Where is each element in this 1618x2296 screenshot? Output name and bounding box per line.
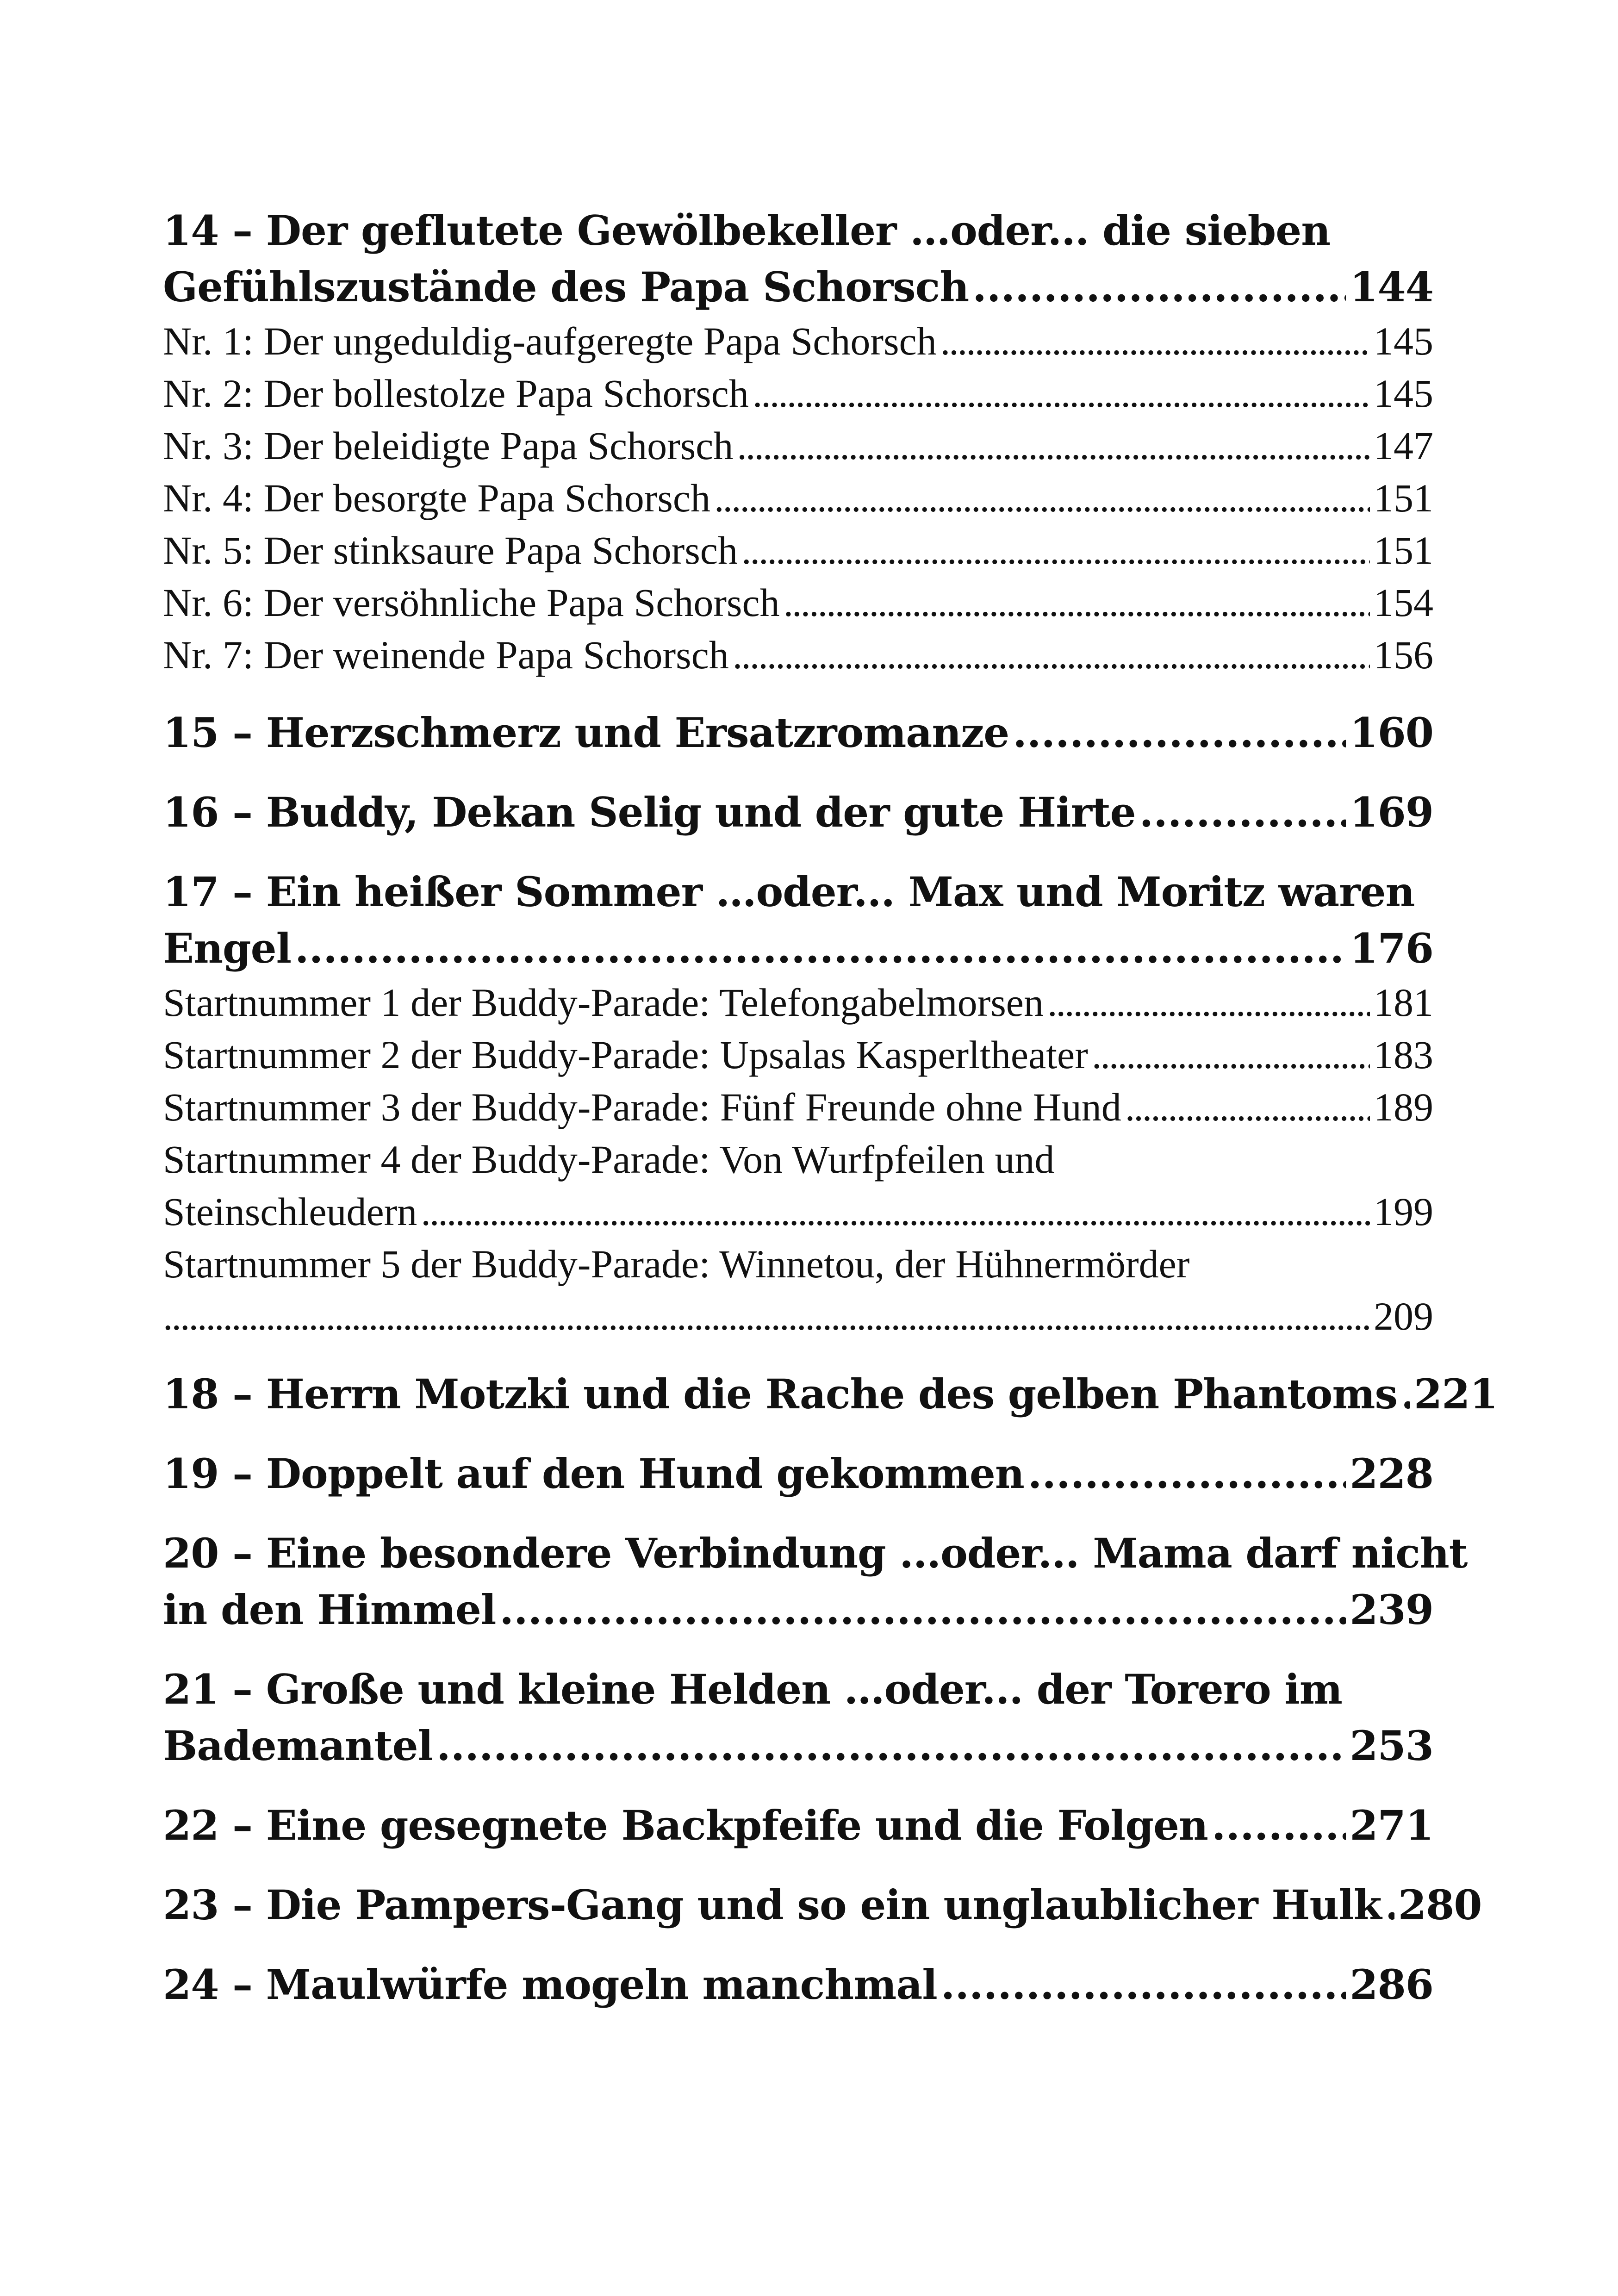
toc-entry-leader-line (163, 420, 1433, 472)
toc-entry-leader-line (163, 1290, 1433, 1343)
toc-entry-title: Gefühlszustände des Papa Schorsch (163, 263, 969, 311)
toc-page-number: 199 (1374, 1189, 1433, 1234)
toc-page-number: 145 (1374, 319, 1433, 363)
toc-entry-title: 16 – Buddy, Dekan Selig und der gute Hirte (163, 788, 1136, 836)
toc-chapter-entry[interactable] (163, 1445, 1433, 1502)
toc-page-number: 156 (1374, 633, 1433, 677)
toc-page-number: 147 (1374, 423, 1433, 468)
toc-entry-title: Nr. 5: Der stinksaure Papa Schorsch (163, 528, 738, 572)
toc-page-number: 183 (1374, 1033, 1433, 1077)
toc-entry-leader-line (163, 524, 1433, 577)
toc-entry-title: 15 – Herzschmerz und Ersatzromanze (163, 709, 1009, 757)
toc-entry-title: 19 – Doppelt auf den Hund gekommen (163, 1450, 1024, 1498)
toc-page-number: 228 (1350, 1450, 1433, 1498)
toc-entry-title: Nr. 1: Der ungeduldig-aufgeregte Papa Schorsch (163, 319, 937, 363)
toc-sub-entry[interactable] (163, 629, 1433, 681)
toc-entry-title: Nr. 6: Der versöhnliche Papa Schorsch (163, 580, 780, 625)
dot-leader (972, 259, 1346, 315)
toc-entry-leader-line (163, 1186, 1433, 1238)
toc-entry-title-line: 20 – Eine besondere Verbindung ...oder... Mama darf nicht (163, 1529, 1468, 1577)
toc-entry-leader-line (163, 1717, 1433, 1774)
toc-chapter-entry[interactable] (163, 1797, 1433, 1854)
toc-entry-leader-line (163, 977, 1433, 1029)
toc-chapter-entry[interactable] (163, 1956, 1433, 2013)
toc-entry-title: Nr. 2: Der bollestolze Papa Schorsch (163, 371, 749, 416)
toc-chapter-entry[interactable] (163, 704, 1433, 761)
toc-page-number: 160 (1350, 709, 1433, 757)
dot-leader (1401, 1366, 1410, 1422)
dot-leader (1013, 704, 1346, 761)
toc-sub-entry[interactable] (163, 1081, 1433, 1133)
toc-chapter-entry[interactable] (163, 784, 1433, 840)
toc-page-number: 151 (1374, 476, 1433, 520)
toc-page-number: 209 (1374, 1294, 1433, 1338)
toc-entry-title: Startnummer 3 der Buddy-Parade: Fünf Freunde ohne Hund (163, 1085, 1121, 1129)
toc-entry-leader-line (163, 577, 1433, 629)
toc-entry-title: Startnummer 2 der Buddy-Parade: Upsalas Kasperltheater (163, 1033, 1088, 1077)
toc-entry-leader-line (163, 704, 1433, 761)
toc-entry-title-line: Startnummer 5 der Buddy-Parade: Winnetou, der Hühnermörder (163, 1242, 1190, 1286)
toc-entry-leader-line (163, 259, 1433, 315)
toc-sub-entry[interactable] (163, 472, 1433, 524)
toc-entry-title: Nr. 7: Der weinende Papa Schorsch (163, 633, 729, 677)
toc-entry-leader-line (163, 1029, 1433, 1081)
toc-entry-leader-line (163, 1877, 1482, 1933)
toc-page-number: 239 (1350, 1586, 1433, 1634)
dot-leader (163, 1290, 1370, 1343)
toc-entry-title: 24 – Maulwürfe mogeln manchmal (163, 1960, 937, 2009)
dot-leader (733, 629, 1370, 681)
dot-leader (295, 920, 1346, 977)
toc-entry-leader-line (163, 920, 1433, 977)
toc-page-number: 271 (1350, 1801, 1433, 1849)
toc-entry-title: Startnummer 1 der Buddy-Parade: Telefongabelmorsen (163, 980, 1044, 1025)
toc-sub-entry[interactable] (163, 1029, 1433, 1081)
dot-leader (1047, 977, 1370, 1029)
toc-entry-title: Nr. 3: Der beleidigte Papa Schorsch (163, 423, 734, 468)
toc-entry-leader-line (163, 315, 1433, 367)
toc-sub-entry[interactable] (163, 577, 1433, 629)
table-of-contents (163, 202, 1498, 2013)
toc-entry-leader-line (163, 1081, 1433, 1133)
dot-leader (1139, 784, 1346, 840)
toc-entry-title: 18 – Herrn Motzki und die Rache des gelben Phantoms (163, 1370, 1397, 1418)
toc-chapter-entry[interactable] (163, 1525, 1468, 1638)
toc-sub-entry[interactable] (163, 1133, 1433, 1238)
toc-sub-entry[interactable] (163, 524, 1433, 577)
toc-sub-entry[interactable] (163, 367, 1433, 420)
toc-sub-entry[interactable] (163, 977, 1433, 1029)
toc-entry-title-line: 17 – Ein heißer Sommer …oder... Max und Moritz waren (163, 868, 1415, 916)
dot-leader (753, 367, 1370, 420)
toc-entry-title: Bademantel (163, 1722, 433, 1770)
toc-page-number: 253 (1350, 1722, 1433, 1770)
toc-entry-title: 22 – Eine gesegnete Backpfeife und die Folgen (163, 1801, 1208, 1849)
toc-entry-leader-line (163, 1445, 1433, 1502)
dot-leader (1212, 1797, 1346, 1854)
dot-leader (737, 420, 1370, 472)
toc-entry-leader-line (163, 1797, 1433, 1854)
dot-leader (421, 1186, 1370, 1238)
dot-leader (1092, 1029, 1370, 1081)
toc-chapter-entry[interactable] (163, 1366, 1498, 1422)
dot-leader (499, 1581, 1346, 1638)
toc-chapter-entry[interactable] (163, 864, 1433, 977)
toc-page-number: 189 (1374, 1085, 1433, 1129)
toc-entry-leader-line (163, 1581, 1433, 1638)
toc-page-number: 221 (1414, 1370, 1498, 1418)
toc-page-number: 286 (1350, 1960, 1433, 2009)
dot-leader (784, 577, 1370, 629)
toc-page-number: 169 (1350, 788, 1433, 836)
toc-entry-leader-line (163, 1366, 1498, 1422)
toc-sub-entry[interactable] (163, 315, 1433, 367)
toc-entry-leader-line (163, 472, 1433, 524)
dot-leader (941, 1956, 1346, 2013)
toc-page-number: 176 (1350, 924, 1433, 972)
toc-page-number: 144 (1350, 263, 1433, 311)
toc-page-number: 280 (1398, 1881, 1482, 1929)
dot-leader (714, 472, 1370, 524)
toc-entry-leader-line (163, 784, 1433, 840)
toc-page-number: 151 (1374, 528, 1433, 572)
dot-leader (1385, 1877, 1394, 1933)
toc-entry-title: in den Himmel (163, 1586, 496, 1634)
toc-chapter-entry[interactable] (163, 1661, 1433, 1774)
toc-page-number: 181 (1374, 980, 1433, 1025)
toc-entry-title: 23 – Die Pampers-Gang und so ein unglaublicher Hulk (163, 1881, 1382, 1929)
toc-sub-entry[interactable] (163, 420, 1433, 472)
dot-leader (1028, 1445, 1346, 1502)
dot-leader (436, 1717, 1346, 1774)
dot-leader (1125, 1081, 1370, 1133)
toc-entry-leader-line (163, 1956, 1433, 2013)
dot-leader (741, 524, 1370, 577)
toc-entry-title: Engel (163, 924, 292, 972)
toc-entry-title-line: 14 – Der geflutete Gewölbekeller …oder... die sieben (163, 206, 1331, 255)
toc-sub-entry[interactable] (163, 1238, 1433, 1343)
toc-entry-title: Steinschleudern (163, 1189, 417, 1234)
toc-page-number: 154 (1374, 580, 1433, 625)
dot-leader (940, 315, 1370, 367)
toc-chapter-entry[interactable] (163, 1877, 1482, 1933)
toc-chapter-entry[interactable] (163, 202, 1433, 315)
toc-entry-title-line: Startnummer 4 der Buddy-Parade: Von Wurfpfeilen und (163, 1137, 1055, 1182)
toc-entry-title: Nr. 4: Der besorgte Papa Schorsch (163, 476, 711, 520)
toc-entry-leader-line (163, 629, 1433, 681)
toc-entry-title-line: 21 – Große und kleine Helden …oder... der Torero im (163, 1665, 1342, 1713)
toc-entry-leader-line (163, 367, 1433, 420)
toc-page-number: 145 (1374, 371, 1433, 416)
